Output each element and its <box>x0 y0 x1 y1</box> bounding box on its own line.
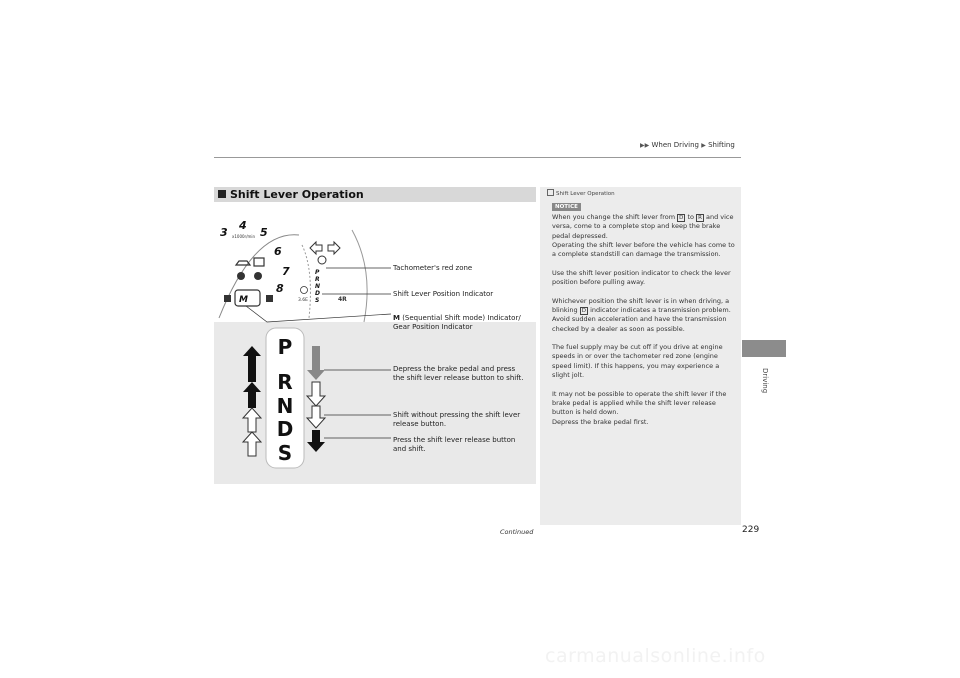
note-paragraph <box>552 390 738 427</box>
callout-brake-line1: Depress the brake pedal and press <box>393 365 516 373</box>
gear-position-letter: R <box>315 276 320 283</box>
section-square-icon <box>218 190 226 198</box>
notice-badge: NOTICE <box>552 203 581 211</box>
gate-letter-n: N <box>276 394 294 418</box>
notes-heading <box>547 189 615 197</box>
warning-lamp-icon <box>266 295 273 302</box>
callout-redzone: Tachometer's red zone <box>393 264 473 272</box>
breadcrumb-item[interactable]: When Driving <box>651 141 699 149</box>
continued-label: Continued <box>500 528 534 536</box>
section-title <box>218 188 364 201</box>
gear-position-letter: D <box>315 290 320 297</box>
tach-number: 8 <box>276 282 284 295</box>
watermark: carmanualsonline.info <box>545 645 766 667</box>
tach-unit: x1000r/min <box>232 234 256 239</box>
gear-position-letter: N <box>315 283 321 290</box>
tach-number: 5 <box>260 226 268 239</box>
page-number: 229 <box>742 525 760 535</box>
chapter-tab[interactable] <box>742 340 786 357</box>
sub-label: 4R <box>338 296 347 303</box>
note-text: indicator indicates a transmission problem. <box>588 305 731 314</box>
gate-letter-d: D <box>276 417 294 441</box>
callout-press-line1: Press the shift lever release button <box>393 436 516 444</box>
note-text: When you change the shift lever from <box>552 213 678 221</box>
callout-brake <box>393 365 524 383</box>
callout-without <box>393 411 520 429</box>
arrow-up-outline-icon <box>243 408 261 432</box>
arrow-up-filled-icon <box>243 382 261 408</box>
note-icon <box>547 189 554 196</box>
key-d: D <box>581 307 586 314</box>
tach-number: 4 <box>239 219 247 232</box>
section-title-text: Shift Lever Operation <box>230 188 364 201</box>
gear-position-letter: P <box>315 269 320 276</box>
note-text: Operating the shift lever before the vehicle has come to a complete standstill can damage the transmission. <box>552 240 735 259</box>
arrow-up-filled-icon <box>243 346 261 382</box>
tach-number: 3 <box>220 226 228 239</box>
shift-figure <box>214 210 536 484</box>
callout-m-indicator <box>393 314 521 332</box>
tach-number: 7 <box>282 265 290 278</box>
breadcrumb-arrow-icon: ▶ <box>701 142 706 149</box>
arrow-down-gray-icon <box>307 346 325 380</box>
key-d: D <box>679 215 684 221</box>
arrow-down-filled-icon <box>307 430 325 452</box>
gate-letter-p: P <box>277 335 293 359</box>
header-divider <box>214 157 741 158</box>
callout-brake-line2: the shift lever release button to shift. <box>393 374 524 382</box>
note-paragraph: The fuel supply may be cut off if you drive at engine speeds in or over the tachometer red zone (engine speed limit). If this happens, you may experience a slight jolt. <box>552 343 723 380</box>
gate-letter-s: S <box>277 441 293 465</box>
notes-heading-text: Shift Lever Operation <box>556 191 615 197</box>
airbag-icon <box>254 272 262 280</box>
note-paragraph <box>552 213 738 259</box>
callout-m-line2: Gear Position Indicator <box>393 323 473 331</box>
callout-without-line1: Shift without pressing the shift lever <box>393 411 521 419</box>
sub-label: 3.6E <box>298 298 308 303</box>
callout-without-line2: release button. <box>393 420 447 428</box>
breadcrumb <box>640 141 735 149</box>
note-text: to <box>685 213 697 221</box>
callout-m-bold: M <box>393 314 400 322</box>
tach-number: 6 <box>274 245 282 258</box>
note-paragraph <box>552 297 738 334</box>
arrow-down-outline-icon <box>307 382 325 406</box>
breadcrumb-arrow-icon: ▶▶ <box>640 142 650 149</box>
note-text: Whichever position the shift lever is in when driving, a blinking <box>552 296 730 314</box>
m-indicator-letter: M <box>239 295 248 305</box>
callout-position-indicator: Shift Lever Position Indicator <box>393 290 494 298</box>
note-text: and vice versa, come to a complete stop and keep the brake pedal depressed. <box>552 213 734 240</box>
seatbelt-icon <box>237 272 245 280</box>
callout-m-line1: (Sequential Shift mode) Indicator/ <box>399 314 521 322</box>
callout-press-line2: and shift. <box>393 445 426 453</box>
note-paragraph: Use the shift lever position indicator to check the lever position before pulling away. <box>552 268 731 287</box>
gate-letter-r: R <box>277 370 293 394</box>
callout-press <box>393 436 515 454</box>
note-text: Depress the brake pedal first. <box>552 417 649 426</box>
chapter-tab-label: Driving <box>761 368 769 394</box>
arrow-up-outline-icon <box>243 432 261 456</box>
arrow-down-outline-icon <box>307 406 325 428</box>
key-r: R <box>698 215 702 221</box>
breadcrumb-item[interactable]: Shifting <box>708 141 735 149</box>
notes-body <box>552 213 738 436</box>
gear-position-letter: S <box>315 297 320 304</box>
warning-lamp-icon <box>224 295 231 302</box>
note-text: Avoid sudden acceleration and have the transmission checked by a dealer as soon as possible. <box>552 315 727 333</box>
note-text: It may not be possible to operate the shift lever if the brake pedal is applied while the shift lever release button is held down. <box>552 389 727 417</box>
